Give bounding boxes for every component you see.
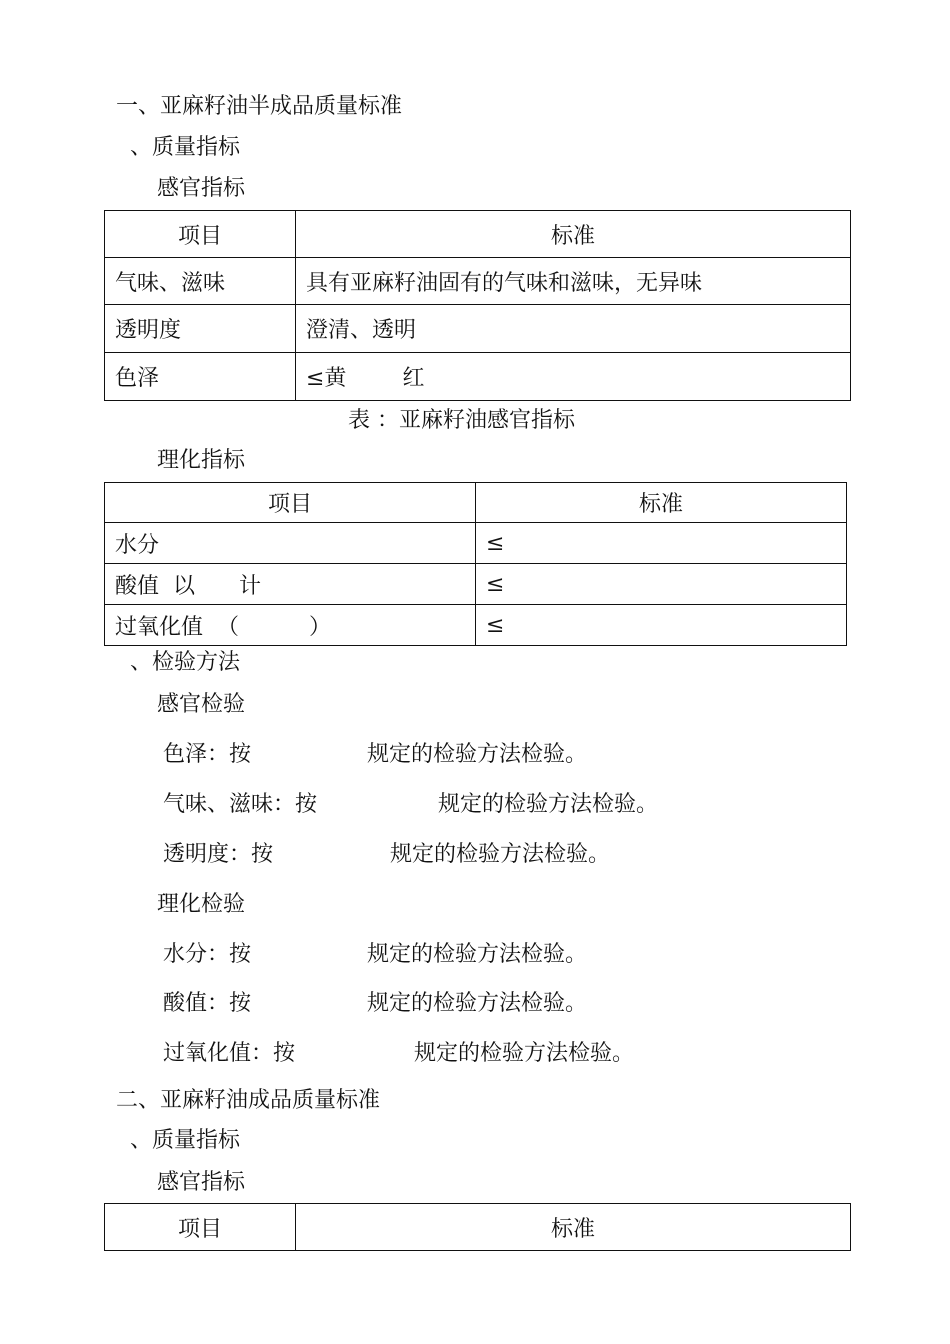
method-line-tail: 规定的检验方法检验。 xyxy=(367,991,588,1016)
cell-item: 气味、滋味 xyxy=(105,258,296,305)
cell-item xyxy=(105,564,476,605)
method-line: 色泽：按 xyxy=(163,742,252,767)
table-header-row xyxy=(105,211,851,258)
method-line: 水分：按 xyxy=(163,942,252,967)
header-standard: 标准 xyxy=(296,1204,851,1251)
cell-standard: ≤ xyxy=(476,605,847,646)
cell-item: 色泽 xyxy=(105,353,296,401)
table-row xyxy=(105,523,847,564)
method-line: 过氧化值：按 xyxy=(163,1041,296,1066)
section-1-physchem-heading: 理化指标 xyxy=(157,448,246,473)
sensory-table-caption: 表 ：亚麻籽油感官指标 xyxy=(348,408,575,433)
table-row xyxy=(105,305,851,353)
cell-item: 水分 xyxy=(105,523,476,564)
peroxide-unit: ） xyxy=(309,614,332,640)
cell-standard xyxy=(296,353,851,401)
table-row xyxy=(105,605,847,646)
cell-standard: 具有亚麻籽油固有的气味和滋味，无异味 xyxy=(296,258,851,305)
method-line: 酸值：按 xyxy=(163,991,252,1016)
sensory-test-heading: 感官检验 xyxy=(157,692,246,717)
method-line: 透明度：按 xyxy=(163,842,274,867)
header-standard: 标准 xyxy=(476,483,847,523)
section-1-quality-heading: 、质量指标 xyxy=(130,135,241,160)
method-line-tail: 规定的检验方法检验。 xyxy=(367,942,588,967)
cell-item: 透明度 xyxy=(105,305,296,353)
physchem-test-heading: 理化检验 xyxy=(157,892,246,917)
sensory-table xyxy=(104,210,851,401)
methods-heading: 、检验方法 xyxy=(130,650,241,675)
header-item: 项目 xyxy=(105,1204,296,1251)
method-line-tail: 规定的检验方法检验。 xyxy=(438,792,659,817)
section-1-heading: 一、亚麻籽油半成品质量标准 xyxy=(116,94,403,119)
section-1-sensory-heading: 感官指标 xyxy=(157,176,246,201)
cell-standard: ≤ xyxy=(476,564,847,605)
table-row xyxy=(105,564,847,605)
table-header-row xyxy=(105,483,847,523)
section-2-quality-heading: 、质量指标 xyxy=(130,1128,241,1153)
table-header-row xyxy=(105,1204,851,1251)
method-line-tail: 规定的检验方法检验。 xyxy=(390,842,611,867)
color-red: 红 xyxy=(402,366,425,391)
header-item: 项目 xyxy=(105,483,476,523)
section-2-heading: 二、亚麻籽油成品质量标准 xyxy=(116,1088,381,1113)
cell-item xyxy=(105,605,476,646)
acid-unit: 计 xyxy=(239,573,262,599)
header-standard: 标准 xyxy=(296,211,851,258)
table-row xyxy=(105,258,851,305)
method-line: 气味、滋味：按 xyxy=(163,792,318,817)
method-line-tail: 规定的检验方法检验。 xyxy=(414,1041,635,1066)
cell-standard: 澄清、透明 xyxy=(296,305,851,353)
physchem-table xyxy=(104,482,847,646)
method-line-tail: 规定的检验方法检验。 xyxy=(367,742,588,767)
sensory-table-2 xyxy=(104,1203,851,1251)
section-2-sensory-heading: 感官指标 xyxy=(157,1170,246,1195)
cell-standard: ≤ xyxy=(476,523,847,564)
peroxide-label: 过氧化值 （ xyxy=(115,614,239,640)
acid-label: 酸值 以 xyxy=(115,573,195,599)
table-row xyxy=(105,353,851,401)
color-yellow: ≤黄 xyxy=(306,366,347,391)
header-item: 项目 xyxy=(105,211,296,258)
